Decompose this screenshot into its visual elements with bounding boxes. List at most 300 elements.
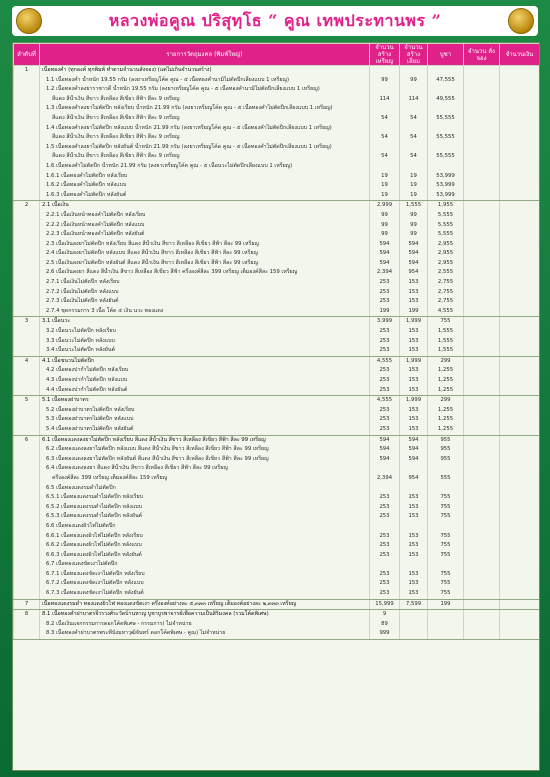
- row-qty-frame: 54: [400, 133, 428, 143]
- row-amount[interactable]: [500, 259, 540, 269]
- row-price: [428, 162, 464, 172]
- row-index: 3: [14, 317, 40, 327]
- row-description: 6.2 เนื้อทองแดงลงยาไม่ตัดปีก หลังแบบ สีแดง สีน้ำเงิน สีขาว สีเหลือง สีเขียว สีฟ้า สีละ 99 เหรียญ: [40, 445, 370, 455]
- row-qty-coin: 4,555: [370, 396, 400, 406]
- row-index: [14, 512, 40, 522]
- row-amount[interactable]: [500, 464, 540, 474]
- row-description: 1.2 เนื้อทองคำลงยาราชาวดี น้ำหนัก 19.55 กรัม (ลงยาเหรียญโค้ด คูณ - ๕ เนื้อทองคำนามิไม่ตัดปีกเลี่ยงแบบ 1 เหรียญ): [40, 85, 370, 95]
- row-qty-coin: 253: [370, 512, 400, 522]
- price-table: [13, 43, 540, 640]
- row-qty-coin: 253: [370, 541, 400, 551]
- table-row: [14, 240, 540, 250]
- row-qty-coin: [370, 143, 400, 153]
- row-price: 5,555: [428, 230, 464, 240]
- row-order-qty[interactable]: [464, 629, 500, 639]
- row-qty-coin: 594: [370, 445, 400, 455]
- row-amount[interactable]: [500, 579, 540, 589]
- row-description: 8.3 เนื้อทองคำฝาบาตรพระที่นั่งมหาวุฒิจันทร์ ดอกโค้ดพิเศษ - คูณ) ไม่จำหน่าย: [40, 629, 370, 639]
- row-amount[interactable]: [500, 288, 540, 298]
- row-order-qty[interactable]: [464, 297, 500, 307]
- row-order-qty[interactable]: [464, 366, 500, 376]
- row-qty-frame: 153: [400, 288, 428, 298]
- table-row: [14, 560, 540, 570]
- row-order-qty[interactable]: [464, 455, 500, 465]
- row-order-qty[interactable]: [464, 386, 500, 396]
- row-index: [14, 579, 40, 589]
- row-order-qty[interactable]: [464, 356, 500, 366]
- row-index: [14, 541, 40, 551]
- row-qty-frame: 153: [400, 512, 428, 522]
- row-index: [14, 181, 40, 191]
- row-amount[interactable]: [500, 425, 540, 435]
- row-price: 1,255: [428, 425, 464, 435]
- row-qty-coin: 253: [370, 366, 400, 376]
- row-order-qty[interactable]: [464, 415, 500, 425]
- row-order-qty[interactable]: [464, 512, 500, 522]
- row-qty-frame: 54: [400, 114, 428, 124]
- row-index: [14, 307, 40, 317]
- row-qty-coin: 15,999: [370, 599, 400, 610]
- row-amount[interactable]: [500, 570, 540, 580]
- row-order-qty[interactable]: [464, 464, 500, 474]
- row-index: [14, 288, 40, 298]
- row-order-qty[interactable]: [464, 620, 500, 630]
- row-order-qty[interactable]: [464, 599, 500, 610]
- row-index: [14, 297, 40, 307]
- row-amount[interactable]: [500, 474, 540, 484]
- row-amount[interactable]: [500, 66, 540, 76]
- row-amount[interactable]: [500, 610, 540, 620]
- row-order-qty[interactable]: [464, 288, 500, 298]
- row-amount[interactable]: [500, 307, 540, 317]
- row-amount[interactable]: [500, 503, 540, 513]
- row-order-qty[interactable]: [464, 396, 500, 406]
- row-amount[interactable]: [500, 76, 540, 86]
- row-order-qty[interactable]: [464, 211, 500, 221]
- row-amount[interactable]: [500, 455, 540, 465]
- row-description: 1.6 เนื้อทองคำไม่ตัดปีก น้ำหนัก 21.99 กรัม (ลงยาเหรียญโค้ด คูณ - ๕ เนื้อนวะไม่ตัดปีกเลี่ยงแบบ 1 เหรียญ): [40, 162, 370, 172]
- row-qty-frame: 7,599: [400, 599, 428, 610]
- row-amount[interactable]: [500, 396, 540, 406]
- row-price: 2,755: [428, 278, 464, 288]
- col-header-qty-coin: จำนวนสร้าง เหรียญ: [370, 44, 400, 66]
- row-order-qty[interactable]: [464, 124, 500, 134]
- row-description: 6.6.2 เนื้อทองแดงผิวไฟไม่ตัดปีก หลังแบบ: [40, 541, 370, 551]
- row-order-qty[interactable]: [464, 493, 500, 503]
- row-qty-coin: 253: [370, 346, 400, 356]
- row-qty-frame: 153: [400, 386, 428, 396]
- row-amount[interactable]: [500, 297, 540, 307]
- row-qty-coin: 4,555: [370, 356, 400, 366]
- row-amount[interactable]: [500, 162, 540, 172]
- row-amount[interactable]: [500, 346, 540, 356]
- row-qty-frame: 153: [400, 366, 428, 376]
- row-amount[interactable]: [500, 406, 540, 416]
- row-price: 2,955: [428, 259, 464, 269]
- row-description: 8.2 เนื้อเงินแจกกรรมการดอกโค้ดพิเศษ - กรรมการ) ไม่จำหน่าย: [40, 620, 370, 630]
- row-price: 299: [428, 396, 464, 406]
- table-row: [14, 610, 540, 620]
- row-price: 2,555: [428, 268, 464, 278]
- table-row: [14, 104, 540, 114]
- row-qty-coin: 253: [370, 278, 400, 288]
- row-qty-coin: 253: [370, 406, 400, 416]
- row-amount[interactable]: [500, 172, 540, 182]
- table-row: [14, 230, 540, 240]
- row-index: [14, 532, 40, 542]
- row-qty-frame: 1,999: [400, 356, 428, 366]
- row-qty-coin: 253: [370, 493, 400, 503]
- row-description: 1.4 เนื้อทองคำลงยาไม่ตัดปีก หลังแบบ น้ำหนัก 21.99 กรัม (ลงยาเหรียญโค้ด คูณ - ๕ เนื้อทองคำไม่ตัดปีกเลี่ยงแบบ 1 เหรียญ): [40, 124, 370, 134]
- row-description: 6.5.3 เนื้อทองแดงรมดำไม่ตัดปีก หลังยันต์: [40, 512, 370, 522]
- row-amount[interactable]: [500, 599, 540, 610]
- row-index: [14, 406, 40, 416]
- row-qty-frame: 594: [400, 445, 428, 455]
- table-row: [14, 114, 540, 124]
- row-qty-coin: [370, 560, 400, 570]
- row-price: 53,999: [428, 172, 464, 182]
- row-amount[interactable]: [500, 211, 540, 221]
- row-order-qty[interactable]: [464, 484, 500, 494]
- row-index: [14, 211, 40, 221]
- row-index: [14, 172, 40, 182]
- row-qty-coin: 253: [370, 532, 400, 542]
- row-order-qty[interactable]: [464, 221, 500, 231]
- row-order-qty[interactable]: [464, 85, 500, 95]
- row-order-qty[interactable]: [464, 445, 500, 455]
- table-row: [14, 415, 540, 425]
- row-order-qty[interactable]: [464, 610, 500, 620]
- row-price: 1,555: [428, 346, 464, 356]
- row-qty-coin: 99: [370, 211, 400, 221]
- row-amount[interactable]: [500, 532, 540, 542]
- table-row: [14, 620, 540, 630]
- row-amount[interactable]: [500, 278, 540, 288]
- row-qty-coin: 253: [370, 579, 400, 589]
- row-order-qty[interactable]: [464, 162, 500, 172]
- row-qty-frame: 99: [400, 76, 428, 86]
- row-description: 6.5 เนื้อทองแดงรมดำไม่ตัดปีก: [40, 484, 370, 494]
- row-price: 55,555: [428, 133, 464, 143]
- row-description: 2.5 เนื้อเงินลงยาไม่ตัดปีก หลังยันต์ สีแดง สีน้ำเงิน สีขาว สีเหลือง สีเขียว สีฟ้า สีละ 99 เหรียญ: [40, 259, 370, 269]
- row-order-qty[interactable]: [464, 191, 500, 201]
- row-qty-coin: 594: [370, 435, 400, 445]
- row-order-qty[interactable]: [464, 425, 500, 435]
- row-description: 6.5.1 เนื้อทองแดงรมดำไม่ตัดปีก หลังเรียบ: [40, 493, 370, 503]
- row-price: 755: [428, 579, 464, 589]
- row-order-qty[interactable]: [464, 104, 500, 114]
- row-order-qty[interactable]: [464, 522, 500, 532]
- row-qty-coin: 114: [370, 95, 400, 105]
- row-price: [428, 143, 464, 153]
- table-row: [14, 512, 540, 522]
- row-description: 1.6.1 เนื้อทองคำไม่ตัดปีก หลังเรียบ: [40, 172, 370, 182]
- coin-medal-icon-left: [16, 8, 42, 34]
- table-header-row: [14, 44, 540, 66]
- row-qty-coin: 253: [370, 415, 400, 425]
- table-row: [14, 435, 540, 445]
- row-order-qty[interactable]: [464, 278, 500, 288]
- row-order-qty[interactable]: [464, 346, 500, 356]
- row-order-qty[interactable]: [464, 307, 500, 317]
- row-amount[interactable]: [500, 512, 540, 522]
- row-description: 1.3 เนื้อทองคำลงยาไม่ตัดปีก หลังเรียบ น้ำหนัก 21.99 กรัม (ลงยาเหรียญโค้ด คูณ - ๕ เนื้อทองคำไม่ตัดปีกเลี่ยงแบบ 1 เหรียญ): [40, 104, 370, 114]
- row-qty-frame: 153: [400, 415, 428, 425]
- row-index: [14, 133, 40, 143]
- row-index: [14, 230, 40, 240]
- row-amount[interactable]: [500, 560, 540, 570]
- row-amount[interactable]: [500, 589, 540, 599]
- row-description: สีแดง สีน้ำเงิน สีขาว สีเหลือง สีเขียว สีฟ้า สีละ 9 เหรียญ: [40, 133, 370, 143]
- row-qty-frame: 153: [400, 376, 428, 386]
- row-qty-coin: [370, 162, 400, 172]
- row-description: 5.2 เนื้อทองฝาบาตรไม่ตัดปีก หลังเรียบ: [40, 406, 370, 416]
- row-price: 55,555: [428, 114, 464, 124]
- row-amount[interactable]: [500, 104, 540, 114]
- row-description: 6.6.3 เนื้อทองแดงผิวไฟไม่ตัดปีก หลังยันต์: [40, 551, 370, 561]
- row-order-qty[interactable]: [464, 541, 500, 551]
- row-qty-coin: 253: [370, 327, 400, 337]
- table-row: [14, 95, 540, 105]
- row-amount[interactable]: [500, 356, 540, 366]
- row-price: 5,555: [428, 221, 464, 231]
- row-index: [14, 386, 40, 396]
- row-amount[interactable]: [500, 114, 540, 124]
- row-description: 4.1 เนื้อชนวนไม่ตัดปีก: [40, 356, 370, 366]
- row-order-qty[interactable]: [464, 579, 500, 589]
- row-index: 2: [14, 201, 40, 211]
- row-amount[interactable]: [500, 133, 540, 143]
- row-qty-frame: 99: [400, 230, 428, 240]
- table-row: [14, 474, 540, 484]
- row-amount[interactable]: [500, 620, 540, 630]
- row-qty-frame: 594: [400, 435, 428, 445]
- row-description: สีแดง สีน้ำเงิน สีขาว สีเหลือง สีเขียว สีฟ้า สีละ 9 เหรียญ: [40, 95, 370, 105]
- row-amount[interactable]: [500, 152, 540, 162]
- row-order-qty[interactable]: [464, 570, 500, 580]
- row-amount[interactable]: [500, 522, 540, 532]
- row-amount[interactable]: [500, 191, 540, 201]
- row-amount[interactable]: [500, 221, 540, 231]
- row-description: 6.4 เนื้อทองแดงลงยา สีแดง สีน้ำเงิน สีขาว สีเหลือง สีเขียว สีฟ้า สีละ 99 เหรียญ: [40, 464, 370, 474]
- row-price: 1,255: [428, 376, 464, 386]
- row-description: สีแดง สีน้ำเงิน สีขาว สีเหลือง สีเขียว สีฟ้า สีละ 9 เหรียญ: [40, 114, 370, 124]
- row-price: [428, 85, 464, 95]
- row-description: ครึ่งองค์สีละ 399 เหรียญ เต็มองค์สีละ 159 เหรียญ: [40, 474, 370, 484]
- coin-medal-icon-right: [508, 8, 534, 34]
- row-order-qty[interactable]: [464, 181, 500, 191]
- table-row: [14, 317, 540, 327]
- row-index: [14, 346, 40, 356]
- row-amount[interactable]: [500, 230, 540, 240]
- row-order-qty[interactable]: [464, 474, 500, 484]
- row-qty-coin: [370, 522, 400, 532]
- row-price: 49,555: [428, 95, 464, 105]
- table-row: [14, 522, 540, 532]
- row-qty-coin: 2,394: [370, 474, 400, 484]
- row-qty-frame: 153: [400, 278, 428, 288]
- row-order-qty[interactable]: [464, 143, 500, 153]
- table-row: [14, 181, 540, 191]
- row-amount[interactable]: [500, 95, 540, 105]
- row-price: 755: [428, 541, 464, 551]
- row-order-qty[interactable]: [464, 589, 500, 599]
- row-amount[interactable]: [500, 317, 540, 327]
- table-row: [14, 143, 540, 153]
- row-order-qty[interactable]: [464, 95, 500, 105]
- col-header-index: ลำดับที่: [14, 44, 40, 66]
- row-index: 6: [14, 435, 40, 445]
- row-amount[interactable]: [500, 541, 540, 551]
- row-amount[interactable]: [500, 445, 540, 455]
- row-qty-coin: 3,999: [370, 317, 400, 327]
- row-order-qty[interactable]: [464, 152, 500, 162]
- row-order-qty[interactable]: [464, 268, 500, 278]
- table-row: [14, 278, 540, 288]
- row-qty-frame: [400, 620, 428, 630]
- row-qty-frame: 594: [400, 259, 428, 269]
- table-row: [14, 172, 540, 182]
- row-amount[interactable]: [500, 181, 540, 191]
- row-order-qty[interactable]: [464, 133, 500, 143]
- row-amount[interactable]: [500, 201, 540, 211]
- row-amount[interactable]: [500, 240, 540, 250]
- row-price: [428, 620, 464, 630]
- row-description: 1.6.2 เนื้อทองคำไม่ตัดปีก หลังแบบ: [40, 181, 370, 191]
- row-qty-coin: 594: [370, 455, 400, 465]
- row-order-qty[interactable]: [464, 560, 500, 570]
- table-row: [14, 85, 540, 95]
- table-row: [14, 570, 540, 580]
- row-amount[interactable]: [500, 366, 540, 376]
- row-order-qty[interactable]: [464, 337, 500, 347]
- row-order-qty[interactable]: [464, 406, 500, 416]
- row-index: [14, 366, 40, 376]
- row-order-qty[interactable]: [464, 376, 500, 386]
- row-order-qty[interactable]: [464, 435, 500, 445]
- row-qty-frame: 954: [400, 268, 428, 278]
- row-description: 1.5 เนื้อทองคำลงยาไม่ตัดปีก หลังยันต์ น้ำหนัก 21.99 กรัม (ลงยาเหรียญโค้ด คูณ - ๕ เนื้อทองคำไม่ตัดปีกเลี่ยงแบบ 1 เหรียญ): [40, 143, 370, 153]
- table-row: [14, 425, 540, 435]
- row-index: 5: [14, 396, 40, 406]
- row-qty-coin: 253: [370, 570, 400, 580]
- row-amount[interactable]: [500, 249, 540, 259]
- row-amount[interactable]: [500, 376, 540, 386]
- row-amount[interactable]: [500, 415, 540, 425]
- row-description: เนื้อทองแดงรมดำ ทองแดงผิวไฟ ทองแดงขัดเงา ครึ่งองค์อย่างละ ๕,๓๓๓ เหรียญ เต็มองค์อย่างละ ๒,๓๓๓ เหรียญ: [40, 599, 370, 610]
- row-order-qty[interactable]: [464, 503, 500, 513]
- row-order-qty[interactable]: [464, 66, 500, 76]
- row-amount[interactable]: [500, 493, 540, 503]
- row-amount[interactable]: [500, 386, 540, 396]
- table-row: [14, 366, 540, 376]
- table-row: [14, 133, 540, 143]
- row-index: [14, 337, 40, 347]
- row-description: 6.5.2 เนื้อทองแดงรมดำไม่ตัดปีก หลังแบบ: [40, 503, 370, 513]
- row-index: [14, 522, 40, 532]
- row-description: 2.2.1 เนื้อเงินหน้าทองคำไม่ตัดปีก หลังเรียบ: [40, 211, 370, 221]
- row-index: [14, 589, 40, 599]
- row-qty-frame: [400, 464, 428, 474]
- table-row: [14, 221, 540, 231]
- row-amount[interactable]: [500, 337, 540, 347]
- row-description: 6.7.2 เนื้อทองแดงขัดเงาไม่ตัดปีก หลังแบบ: [40, 579, 370, 589]
- row-qty-frame: [400, 104, 428, 114]
- row-qty-frame: 153: [400, 503, 428, 513]
- row-order-qty[interactable]: [464, 532, 500, 542]
- row-order-qty[interactable]: [464, 114, 500, 124]
- row-price: [428, 484, 464, 494]
- row-amount[interactable]: [500, 435, 540, 445]
- row-description: 1.1 เนื้อทองคำ น้ำหนัก 19.55 กรัม (ลงยาเหรียญโค้ด คูณ - ๕ เนื้อทองคำนามิไม่ตัดปีกเลี่ยงแบบ 1 เหรียญ): [40, 76, 370, 86]
- col-header-qty-frame: จำนวนสร้าง เลี่ยม: [400, 44, 428, 66]
- row-price: 755: [428, 532, 464, 542]
- col-header-price: บูชา: [428, 44, 464, 66]
- row-order-qty[interactable]: [464, 249, 500, 259]
- table-row: [14, 268, 540, 278]
- row-description: 2.1 เนื้อเงิน: [40, 201, 370, 211]
- row-qty-coin: 99: [370, 230, 400, 240]
- row-order-qty[interactable]: [464, 551, 500, 561]
- row-qty-coin: [370, 124, 400, 134]
- row-amount[interactable]: [500, 143, 540, 153]
- row-amount[interactable]: [500, 124, 540, 134]
- row-order-qty[interactable]: [464, 259, 500, 269]
- row-qty-coin: 99: [370, 221, 400, 231]
- row-order-qty[interactable]: [464, 240, 500, 250]
- row-order-qty[interactable]: [464, 317, 500, 327]
- row-order-qty[interactable]: [464, 327, 500, 337]
- row-qty-coin: 99: [370, 76, 400, 86]
- row-description: 2.7.4 ชุดกรรมการ 3 เนื้อ โค้ด ๕ เงิน นวะ ทองแดง: [40, 307, 370, 317]
- row-description: 4.4 เนื้อทองปากำไม่ตัดปีก หลังยันต์: [40, 386, 370, 396]
- row-amount[interactable]: [500, 268, 540, 278]
- row-qty-frame: 153: [400, 297, 428, 307]
- row-price: 55,555: [428, 152, 464, 162]
- row-qty-frame: 954: [400, 474, 428, 484]
- row-description: 5.1 เนื้อทองฝาบาตร: [40, 396, 370, 406]
- col-header-item: รายการวัตถุมงคล (พิมพ์ใหญ่): [40, 44, 370, 66]
- row-index: [14, 104, 40, 114]
- row-index: [14, 152, 40, 162]
- col-header-amount: จำนวนเงิน: [500, 44, 540, 66]
- row-qty-coin: 594: [370, 259, 400, 269]
- row-description: 6.7 เนื้อทองแดงขัดเงาไม่ตัดปีก: [40, 560, 370, 570]
- row-order-qty[interactable]: [464, 172, 500, 182]
- row-index: [14, 191, 40, 201]
- row-amount[interactable]: [500, 629, 540, 639]
- row-amount[interactable]: [500, 85, 540, 95]
- row-order-qty[interactable]: [464, 76, 500, 86]
- row-amount[interactable]: [500, 551, 540, 561]
- row-description: 3.3 เนื้อนวะไม่ตัดปีก หลังแบบ: [40, 337, 370, 347]
- row-order-qty[interactable]: [464, 230, 500, 240]
- row-qty-frame: 19: [400, 172, 428, 182]
- row-description: สีแดง สีน้ำเงิน สีขาว สีเหลือง สีเขียว สีฟ้า สีละ 9 เหรียญ: [40, 152, 370, 162]
- row-amount[interactable]: [500, 327, 540, 337]
- row-qty-frame: 153: [400, 327, 428, 337]
- row-amount[interactable]: [500, 484, 540, 494]
- row-price: 1,255: [428, 366, 464, 376]
- row-qty-frame: 153: [400, 579, 428, 589]
- row-qty-coin: 253: [370, 589, 400, 599]
- row-qty-frame: 153: [400, 493, 428, 503]
- row-qty-frame: [400, 484, 428, 494]
- row-index: [14, 95, 40, 105]
- row-description: 8.1 เนื้อทองคำฝาบาตรจีวรวงศ์ระวัดบ้านหาญ บูชาบูรพาจารย์เพื่อความเป็นสิริมงคล (รวมโค้ดพิเศษ): [40, 610, 370, 620]
- row-qty-frame: [400, 162, 428, 172]
- row-order-qty[interactable]: [464, 201, 500, 211]
